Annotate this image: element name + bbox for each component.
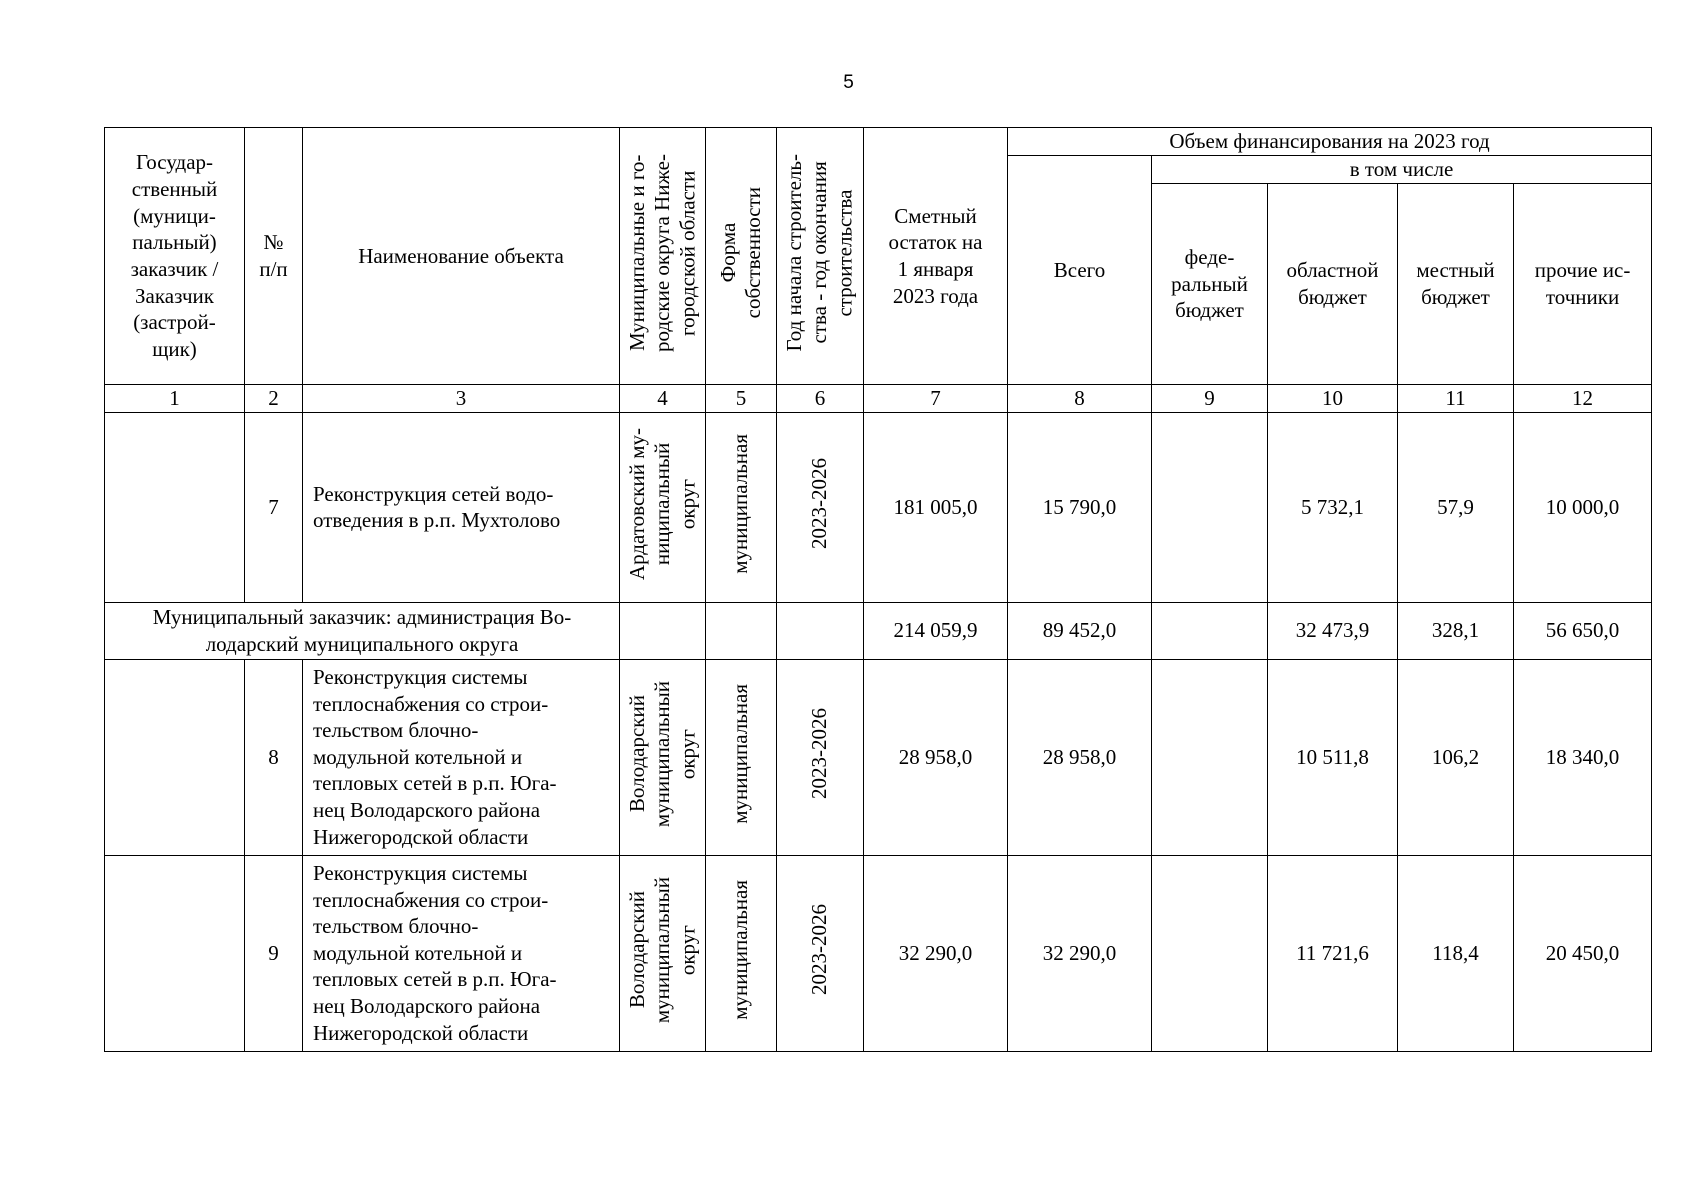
row-regional: 5 732,1	[1268, 412, 1398, 602]
row-ownership: муниципальная	[706, 659, 777, 855]
group-regional: 32 473,9	[1268, 602, 1398, 659]
column-number: 5	[706, 385, 777, 413]
header-federal: феде- ральный бюджет	[1152, 184, 1268, 385]
group-customer: Муниципальный заказчик: администрация Во- лодарский муниципального округа	[105, 602, 620, 659]
group-empty	[777, 602, 864, 659]
row-local: 118,4	[1398, 855, 1514, 1051]
page-number: 5	[843, 72, 854, 93]
row-other: 10 000,0	[1514, 412, 1652, 602]
row-regional: 11 721,6	[1268, 855, 1398, 1051]
row-estimate: 32 290,0	[864, 855, 1008, 1051]
group-federal	[1152, 602, 1268, 659]
row-ownership: муниципальная	[706, 855, 777, 1051]
header-funding: Объем финансирования на 2023 год	[1008, 128, 1652, 156]
row-years: 2023-2026	[777, 412, 864, 602]
column-number: 9	[1152, 385, 1268, 413]
group-empty	[620, 602, 706, 659]
row-years: 2023-2026	[777, 659, 864, 855]
row-local: 57,9	[1398, 412, 1514, 602]
group-row	[105, 602, 1652, 659]
column-number: 11	[1398, 385, 1514, 413]
row-local: 106,2	[1398, 659, 1514, 855]
table-row	[105, 412, 1652, 602]
header-other: прочие ис- точники	[1514, 184, 1652, 385]
table-row	[105, 855, 1652, 1051]
column-number: 8	[1008, 385, 1152, 413]
row-other: 20 450,0	[1514, 855, 1652, 1051]
row-number: 8	[245, 659, 303, 855]
header-estimate: Сметный остаток на 1 января 2023 года	[864, 128, 1008, 385]
column-number: 3	[303, 385, 620, 413]
row-ownership: муниципальная	[706, 412, 777, 602]
row-customer	[105, 659, 245, 855]
header-including: в том числе	[1152, 156, 1652, 184]
row-customer	[105, 412, 245, 602]
row-number: 7	[245, 412, 303, 602]
row-federal	[1152, 412, 1268, 602]
row-regional: 10 511,8	[1268, 659, 1398, 855]
group-local: 328,1	[1398, 602, 1514, 659]
header-number: № п/п	[245, 128, 303, 385]
group-total: 89 452,0	[1008, 602, 1152, 659]
header-local: местный бюджет	[1398, 184, 1514, 385]
column-number: 6	[777, 385, 864, 413]
row-municipality: Володарский муниципальный округ	[620, 659, 706, 855]
column-number: 1	[105, 385, 245, 413]
column-number: 2	[245, 385, 303, 413]
row-customer	[105, 855, 245, 1051]
row-estimate: 28 958,0	[864, 659, 1008, 855]
column-number: 7	[864, 385, 1008, 413]
row-object-name: Реконструкция сетей водо- отведения в р.п. Мухтолово	[303, 412, 620, 602]
financing-table	[104, 127, 1652, 1052]
row-years: 2023-2026	[777, 855, 864, 1051]
header-municipality: Муниципальные и го- родские округа Ниже- городской области	[620, 128, 706, 385]
row-municipality: Ардатовский му- ниципальный округ	[620, 412, 706, 602]
row-municipality: Володарский муниципальный округ	[620, 855, 706, 1051]
header-years: Год начала строитель- ства - год окончания строительства	[777, 128, 864, 385]
row-federal	[1152, 855, 1268, 1051]
row-object-name: Реконструкция системы теплоснабжения со строи- тельством блочно- модульной котельной и тепловых сетей в р.п. Юга- нец Володарского района Нижегородской области	[303, 855, 620, 1051]
column-number: 10	[1268, 385, 1398, 413]
column-number: 4	[620, 385, 706, 413]
group-estimate: 214 059,9	[864, 602, 1008, 659]
row-total: 28 958,0	[1008, 659, 1152, 855]
row-object-name: Реконструкция системы теплоснабжения со строи- тельством блочно- модульной котельной и тепловых сетей в р.п. Юга- нец Володарского района Нижегородской области	[303, 659, 620, 855]
row-total: 15 790,0	[1008, 412, 1152, 602]
row-estimate: 181 005,0	[864, 412, 1008, 602]
row-federal	[1152, 659, 1268, 855]
table-row	[105, 659, 1652, 855]
header-row-1	[105, 128, 1652, 156]
column-number-row	[105, 385, 1652, 413]
header-object-name: Наименование объекта	[303, 128, 620, 385]
header-total: Всего	[1008, 156, 1152, 385]
group-other: 56 650,0	[1514, 602, 1652, 659]
group-empty	[706, 602, 777, 659]
header-ownership: Форма собственности	[706, 128, 777, 385]
row-total: 32 290,0	[1008, 855, 1152, 1051]
header-regional: областной бюджет	[1268, 184, 1398, 385]
header-customer: Государ- ственный (муници- пальный) заказчик / Заказчик (застрой- щик)	[105, 128, 245, 385]
row-number: 9	[245, 855, 303, 1051]
column-number: 12	[1514, 385, 1652, 413]
row-other: 18 340,0	[1514, 659, 1652, 855]
